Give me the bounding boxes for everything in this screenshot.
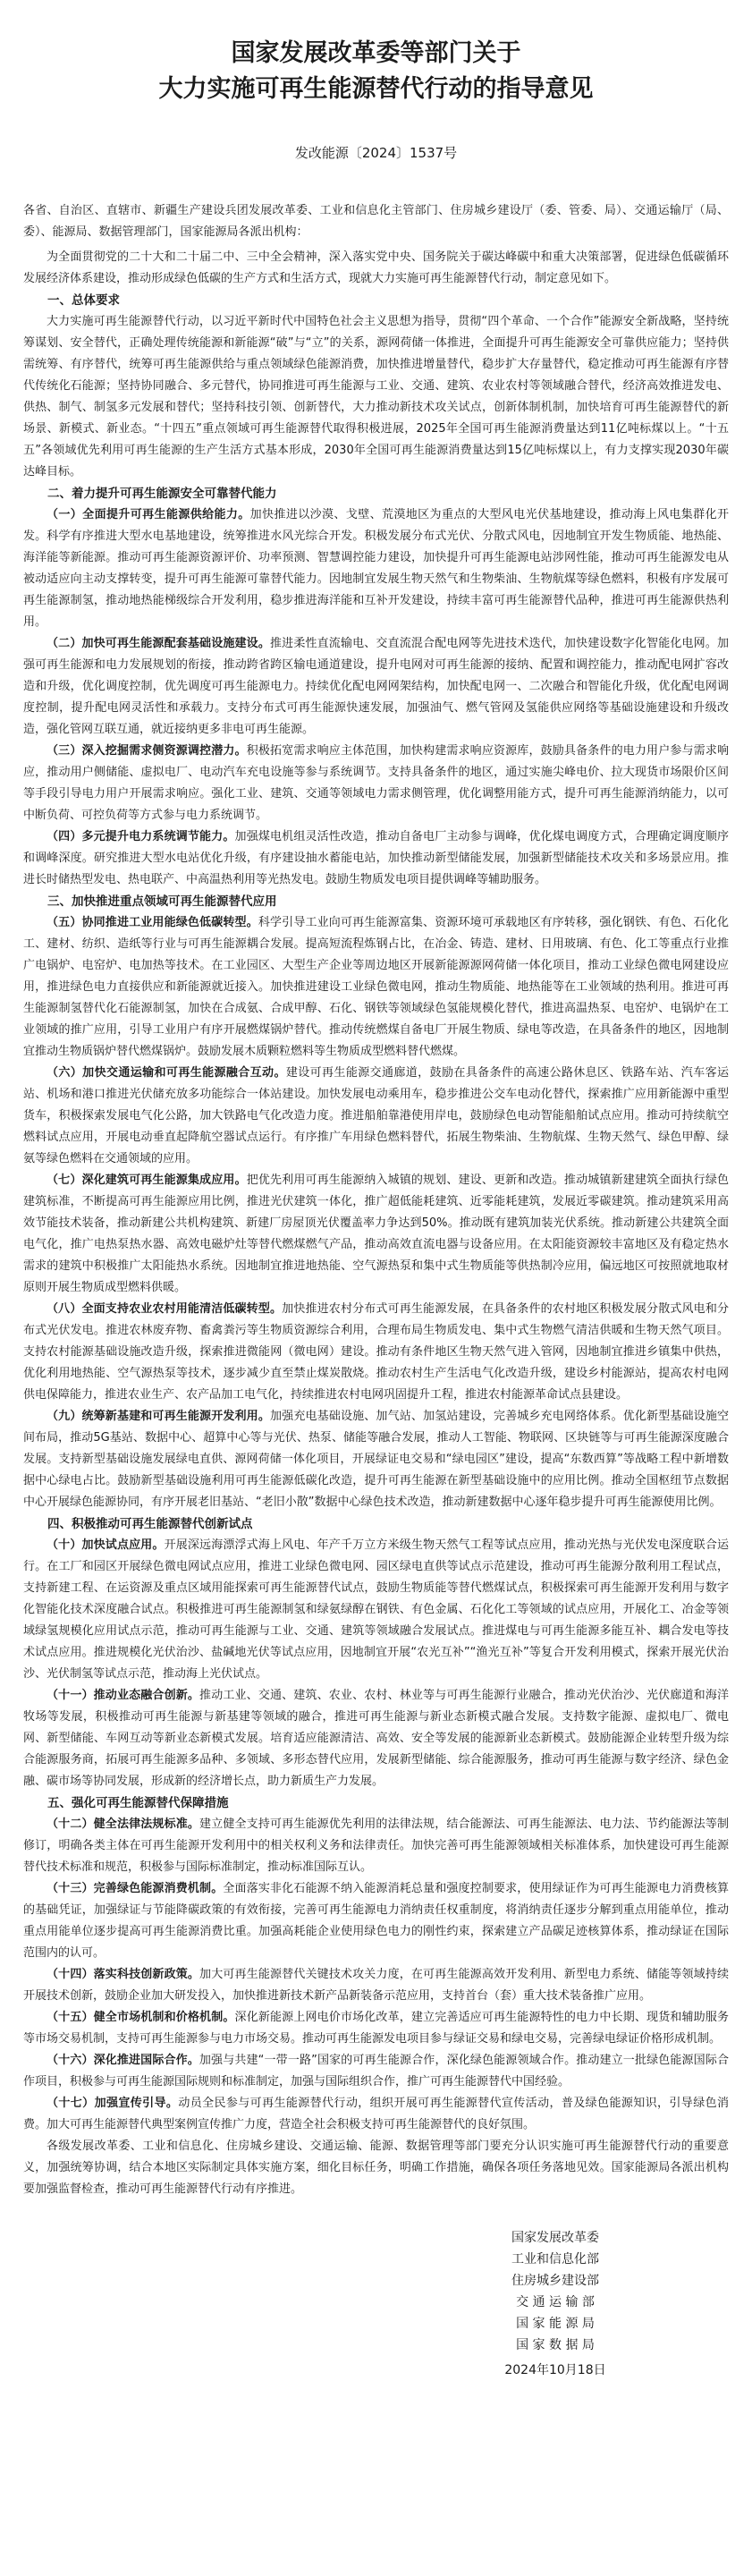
section-heading: 二、着力提升可再生能源安全可靠替代能力 [47, 487, 277, 501]
signatory: 住房城乡建设部 [511, 2274, 599, 2288]
paragraph-text: 把优先利用可再生能源纳入城镇的规划、建设、更新和改造。推动城镇新建建筑全面执行绿色建筑标准，不断提高可再生能源应用比例，推进光伏建筑一体化，推广超低能耗建筑、近零能耗建筑，发展近零碳建筑。推动建筑采用高效节能技术装备，推动新建公共机构建筑、新建厂房屋顶光伏覆盖率力争达到50%。推动既有建筑加装光伏系统。推动新建公共建筑全面电气化，推广电热泵热水器、高效电磁炉灶等替代燃煤燃气产品，推动高效直流电器与设备应用。在太阳能资源较丰富地区及有稳定热水需求的建筑中积极推广太阳能热水系统。因地制宜推进地热能、空气源热泵和集中式生物质能等供热制冷应用，偏远地区可按照就地取材原则开展生物质成型燃料供暖。 [23, 1174, 729, 1294]
body-paragraph [23, 1299, 729, 1406]
paragraph-text: 科学引导工业向可再生能源富集、资源环境可承载地区有序转移，强化钢铁、有色、石化化工、建材、纺织、造纸等行业与可再生能源耦合发展。提高短流程炼钢占比，在冶金、铸造、建材、日用玻璃、有色、化工等重点行业推广电锅炉、电窑炉、电加热等技术。在工业园区、大型生产企业等周边地区开展新能源源网荷储一体化项目，推动工业绿色微电网建设应用，推进绿色电力直接供应和新能源就近接入。加快推进建设工业绿色微电网，推动生物质能、地热能等在工业领域的热利用。推进可再生能源制氢替代化石能源制氢，加快在合成氨、合成甲醇、石化、钢铁等领域绿色氢能规模化替代，推进高温热泵、电窑炉、电锅炉在工业领域的推广应用，引导工业用户有序开展燃煤锅炉替代。推动传统燃煤自备电厂开展生物质、绿电等改造，在具备条件的地区，因地制宜推动生物质锅炉替代燃煤锅炉。鼓励发展木质颗粒燃料等生物质成型燃料替代燃煤。 [23, 916, 729, 1058]
paragraph-lead: （十六）深化推进国际合作。 [46, 2054, 199, 2067]
signatory-list [452, 2227, 658, 2356]
paragraph-text: 加强煤电机组灵活性改造，推动自备电厂主动参与调峰，优化煤电调度方式，合理确定调度顺序和调峰深度。研究推进大型水电站优化升级，有序建设抽水蓄能电站，加快推动新型储能发展，加强新型储能技术攻关和多场景应用。推进长时储热型发电、热电联产、中高温热利用等光热发电。鼓励生物质发电项目提供调峰等辅助服务。 [23, 830, 729, 886]
body-paragraph [23, 1406, 729, 1513]
paragraph-lead: （十七）加强宣传引导。 [46, 2097, 179, 2110]
recipients: 各省、自治区、直辖市、新疆生产建设兵团发展改革委、工业和信息化主管部门、住房城乡建设厅（委、管委、局）、交通运输厅（局、委）、能源局、数据管理部门，国家能源局各派出机构： [23, 204, 729, 239]
body-paragraph [23, 741, 729, 826]
section-heading: 三、加快推进重点领域可再生能源替代应用 [47, 894, 277, 909]
paragraph-text: 推动工业、交通、建筑、农业、农村、林业等与可再生能源行业融合，推动光伏治沙、光伏廊道和海洋牧场等发展，积极推动可再生能源与新基建等领域的融合，推进可再生能源与新业态新模式融合发展。支持数字能源、虚拟电厂、微电网、新型储能、车网互动等新业态新模式发展。培育适应能源清洁、高效、安全等发展的能源新业态新模式。鼓励能源企业转型升级为综合能源服务商，拓展可再生能源多品种、多领域、多形态替代应用，发展新型储能、综合能源服务，推动可再生能源与数字经济、绿色金融、碳市场等协同发展，形成新的经济增长点，助力新质生产力发展。 [23, 1689, 729, 1788]
section-heading: 五、强化可再生能源替代保障措施 [47, 1796, 229, 1810]
document-number: 发改能源〔2024〕1537号 [294, 145, 458, 161]
paragraph-lead: （十五）健全市场机制和价格机制。 [46, 2011, 235, 2024]
paragraph-text: 推进柔性直流输电、交直流混合配电网等先进技术迭代，加快建设数字化智能化电网。加强可再生能源和电力发展规划的衔接，推动跨省跨区输电通道建设，提升电网对可再生能源的接纳、配置和调控能力，推动配电网扩容改造和升级，优化调度控制，优先调度可再生能源电力。持续优化配电网网架结构，加快配电网一、二次融合和智能化升级，优化配电网调度控制，提升配电网灵活性和承载力。支持分布式可再生能源快速发展，加强油气、燃气管网及氢能供应网络等基础设施建设和升级改造，强化管网互联互通，就近接纳更多非电可再生能源。 [23, 637, 729, 736]
body-paragraph [23, 311, 729, 483]
issue-date: 2024年10月18日 [504, 2363, 606, 2377]
document-body [23, 290, 729, 2200]
body-paragraph [23, 633, 729, 741]
signatory: 交 通 运 输 部 [516, 2295, 595, 2309]
body-paragraph [23, 1814, 729, 1878]
paragraph-lead: （十一）推动业态融合创新。 [46, 1689, 200, 1702]
body-paragraph [23, 504, 729, 633]
paragraph-text: 加强充电基础设施、加气站、加氢站建设，完善城乡充电网络体系。优化新型基础设施空间布局，推动5G基站、数据中心、超算中心等与光伏、热泵、储能等融合发展，推动人工智能、物联网、区块链等与可再生能源深度融合发展。支持新型基础设施发展绿电直供、源网荷储一体化项目，开展绿证电交易和“绿电园区”建设，提高“东数西算”等战略工程中新增数据中心绿电占比。鼓励新型基础设施利用可再生能源低碳化改造，提升可再生能源在新型基础设施中的应用比例。推动全国枢纽节点数据中心开展绿色能源协同，有序开展老旧基站、“老旧小散”数据中心绿色技术改造，推动新建数据中心逐年稳步提升可再生能源使用比例。 [23, 1410, 729, 1509]
paragraph-text: 深化新能源上网电价市场化改革，建立完善适应可再生能源特性的电力中长期、现货和辅助服务等市场交易机制，支持可再生能源参与电力市场交易。推动可再生能源发电项目参与绿证交易和绿电交易，完善绿电绿证价格形成机制。 [23, 2011, 729, 2046]
paragraph-lead: （九）统筹新基建和可再生能源开发利用。 [46, 1410, 270, 1423]
body-paragraph [23, 1170, 729, 1299]
body-paragraph [23, 826, 729, 891]
paragraph-lead: （八）全面支持农业农村用能清洁低碳转型。 [46, 1302, 283, 1316]
paragraph-lead: （三）深入挖掘需求侧资源调控潜力。 [46, 744, 247, 758]
paragraph-text: 积极拓宽需求响应主体范围，加快构建需求响应资源库，鼓励具备条件的电力用户参与需求响应，推动用户侧储能、虚拟电厂、电动汽车充电设施等参与系统调节。支持具备条件的地区，通过实施尖峰电价、拉大现货市场限价区间等手段引导电力用户开展需求响应。强化工业、建筑、交通等领域电力需求侧管理，优化调整用能方式，提升可再生能源消纳能力，以可中断负荷、可控负荷等方式参与电力系统调节。 [23, 744, 729, 822]
paragraph-lead: （二）加快可再生能源配套基础设施建设。 [46, 637, 270, 650]
paragraph-lead: （七）深化建筑可再生能源集成应用。 [46, 1174, 247, 1187]
section-heading: 一、总体要求 [47, 293, 120, 308]
paragraph-lead: （十四）落实科技创新政策。 [46, 1968, 200, 1981]
paragraph-lead: （十二）健全法律法规标准。 [46, 1818, 200, 1831]
signatory: 国 家 能 源 局 [516, 2317, 595, 2331]
intro-paragraph: 为全面贯彻党的二十大和二十届二中、三中全会精神，深入落实党中央、国务院关于碳达峰碳中和重大决策部署，促进绿色低碳循环发展经济体系建设，推动形成绿色低碳的生产方式和生活方式，现就大力实施可再生能源替代行动，制定意见如下。 [23, 250, 729, 285]
paragraph-lead: （十三）完善绿色能源消费机制。 [46, 1882, 224, 1895]
paragraph-text: 各级发展改革委、工业和信息化、住房城乡建设、交通运输、能源、数据管理等部门要充分认识实施可再生能源替代行动的重要意义，加强统筹协调，结合本地区实际制定具体实施方案，细化目标任务，明确工作措施，确保各项任务落地见效。国家能源局各派出机构要加强监督检查，推动可再生能源替代行动有序推进。 [23, 2140, 729, 2196]
body-paragraph [23, 912, 729, 1063]
paragraph-text: 加强与共建“一带一路”国家的可再生能源合作，深化绿色能源领域合作。推动建立一批绿色能源国际合作项目，积极参与可再生能源国际规则和标准制定，加强与国际组织合作，推广可再生能源替代中国经验。 [23, 2054, 729, 2089]
paragraph-text: 全面落实非化石能源不纳入能源消耗总量和强度控制要求，使用绿证作为可再生能源电力消费核算的基础凭证，加强绿证与节能降碳政策的有效衔接，完善可再生能源电力消纳责任权重制度，将消纳责任逐步分解到重点用能单位，推动重点用能单位逐步提高可再生能源消费比重。加强高耗能企业使用绿色电力的刚性约束，探索建立产品碳足迹核算体系，推动绿证在国际范围内的认可。 [23, 1882, 729, 1960]
signatures-block [452, 2227, 658, 2381]
body-paragraph [23, 1685, 729, 1792]
paragraph-text: 建立健全支持可再生能源优先利用的法律法规，结合能源法、可再生能源法、电力法、节约能源法等制修订，明确各类主体在可再生能源开发利用中的相关权利义务和法律责任。加快完善可再生能源领域相关标准体系，加快建设可再生能源替代技术标准和规范，积极参与国际标准制定，推动标准国际互认。 [23, 1818, 729, 1874]
body-paragraph [23, 1063, 729, 1170]
paragraph-text: 加大可再生能源替代关键技术攻关力度，在可再生能源高效开发利用、新型电力系统、储能等领域持续开展技术创新，鼓励企业加大研发投入，加快推进新技术新产品新装备示范应用，支持首台（套）重大技术装备推广应用。 [23, 1968, 729, 2003]
document-title-line1: 国家发展改革委等部门关于 [231, 39, 521, 67]
paragraph-lead: （四）多元提升电力系统调节能力。 [46, 830, 235, 843]
body-paragraph [23, 2050, 729, 2093]
paragraph-lead: （五）协同推进工业用能绿色低碳转型。 [46, 916, 258, 929]
paragraph-lead: （六）加快交通运输和可再生能源融合互动。 [46, 1066, 286, 1080]
body-paragraph [23, 2093, 729, 2136]
paragraph-text: 加快推进农村分布式可再生能源发展，在具备条件的农村地区积极发展分散式风电和分布式光伏发电。推进农林废弃物、畜禽粪污等生物质资源综合利用，合理布局生物质发电、集中式生物燃气清洁供暖和生物天然气项目。支持农村能源基础设施改造升级，探索推进微能网（微电网）建设。推动有条件地区生物天然气进入管网，因地制宜推进乡镇集中供热，优化利用地热能、空气源热泵等技术，逐步减少直至禁止煤炭散烧。推动农村生产生活电气化改造升级，建设乡村能源站，提高农村电网供电保障能力，推进农业生产、农产品加工电气化，持续推进农村电网巩固提升工程，推进农村能源革命试点县建设。 [23, 1302, 729, 1402]
body-paragraph [23, 2136, 729, 2200]
document-title-line2: 大力实施可再生能源替代行动的指导意见 [158, 75, 594, 103]
signatory: 国家发展改革委 [511, 2231, 599, 2245]
paragraph-lead: （十）加快试点应用。 [46, 1538, 165, 1552]
paragraph-text: 动员全民参与可再生能源替代行动，组织开展可再生能源替代宣传活动，普及绿色能源知识，引导绿色消费。加大可再生能源替代典型案例宣传推广力度，营造全社会积极支持可再生能源替代的良好氛围。 [23, 2097, 729, 2131]
body-paragraph [23, 1535, 729, 1685]
body-paragraph [23, 2007, 729, 2050]
body-paragraph [23, 1878, 729, 1964]
paragraph-lead: （一）全面提升可再生能源供给能力。 [46, 508, 250, 521]
paragraph-text: 建设可再生能源交通廊道，鼓励在具备条件的高速公路休息区、铁路车站、汽车客运站、机场和港口推进光伏储充放多功能综合一体站建设。加快发展电动乘用车，稳步推进公交车电动化替代，探索推广应用新能源中重型货车，积极探索发展电气化公路，加大铁路电气化改造力度。推进船舶靠港使用岸电，鼓励绿色电动智能船舶试点应用。推动可持续航空燃料试点应用，开展电动垂直起降航空器试点运行。有序推广车用绿色燃料替代，拓展生物柴油、生物航煤、生物天然气、绿色甲醇、绿氨等绿色燃料在交通领域的应用。 [23, 1066, 729, 1165]
paragraph-text: 开展深远海漂浮式海上风电、年产千万立方米级生物天然气工程等试点应用，推动光热与光伏发电深度联合运行。在工厂和园区开展绿色微电网试点应用，推进工业绿色微电网、园区绿电直供等试点示范建设，推动可再生能源分散利用工程试点，支持新建工程、在运资源及重点区域用能探索可再生能源替代试点，鼓励生物质能等替代燃煤试点，积极探索可再生能源开发利用与数字化智能化技术深度融合试点。积极推进可再生能源制氢和绿氨绿醇在钢铁、有色金属、石化化工等领域的试点应用，开展化工、冶金等领域绿氢规模化应用试点示范，推动可再生能源与工业、交通、建筑等领域融合发展试点。推进煤电与可再生能源多能互补、耦合发电等技术试点应用。推进规模化光伏治沙、盐碱地光伏等试点应用，因地制宜开展“农光互补”“渔光互补”等复合开发利用模式，探索开展光伏治沙、光伏制氢等试点示范，推动海上光伏试点。 [23, 1538, 729, 1681]
paragraph-text: 加快推进以沙漠、戈壁、荒漠地区为重点的大型风电光伏基地建设，推动海上风电集群化开发。科学有序推进大型水电基地建设，统筹推进水风光综合开发。积极发展分布式光伏、分散式风电，因地制宜开发生物质能、地热能、海洋能等新能源。推动可再生能源资源评价、功率预测、智慧调控能力建设，加快提升可再生能源电站涉网性能，推动可再生能源发电从被动适应向主动支撑转变，提升可再生能源可靠替代能力。因地制宜发展生物天然气和生物柴油、生物航煤等绿色燃料，积极有序发展可再生能源制氢，推动地热能梯级综合开发利用，稳步推进海洋能和互补开发建设，持续丰富可再生能源替代品种，推进可再生能源供热利用。 [23, 508, 729, 629]
section-heading: 四、积极推动可再生能源替代创新试点 [47, 1517, 253, 1531]
signatory: 国 家 数 据 局 [516, 2338, 595, 2352]
paragraph-text: 大力实施可再生能源替代行动，以习近平新时代中国特色社会主义思想为指导，贯彻“四个革命、一个合作”能源安全新战略，坚持统筹谋划、安全替代，正确处理传统能源和新能源“破”与“立”的关系，源网荷储一体推进，全面提升可再生能源安全可靠供应能力；坚持供需统筹、有序替代，统筹可再生能源供给与重点领域绿色能源消费，加快推进增量替代，稳步扩大存量替代，稳定推动可再生能源有序替代传统化石能源；坚持协同融合、多元替代，协同推进可再生能源与工业、交通、建筑、农业农村等领域融合替代，经济高效推进发电、供热、制气、制氢多元发展和替代；坚持科技引领、创新替代，大力推动新技术攻关试点，创新体制机制，加快培育可再生能源替代的新场景、新模式、新业态。“十四五”重点领域可再生能源替代取得积极进展，2025年全国可再生能源消费量达到11亿吨标煤以上。“十五五”各领域优先利用可再生能源的生产生活方式基本形成，2030年全国可再生能源消费量达到15亿吨标煤以上，有力支撑实现2030年碳达峰目标。 [23, 315, 729, 479]
body-paragraph [23, 1964, 729, 2007]
signatory: 工业和信息化部 [511, 2252, 599, 2267]
